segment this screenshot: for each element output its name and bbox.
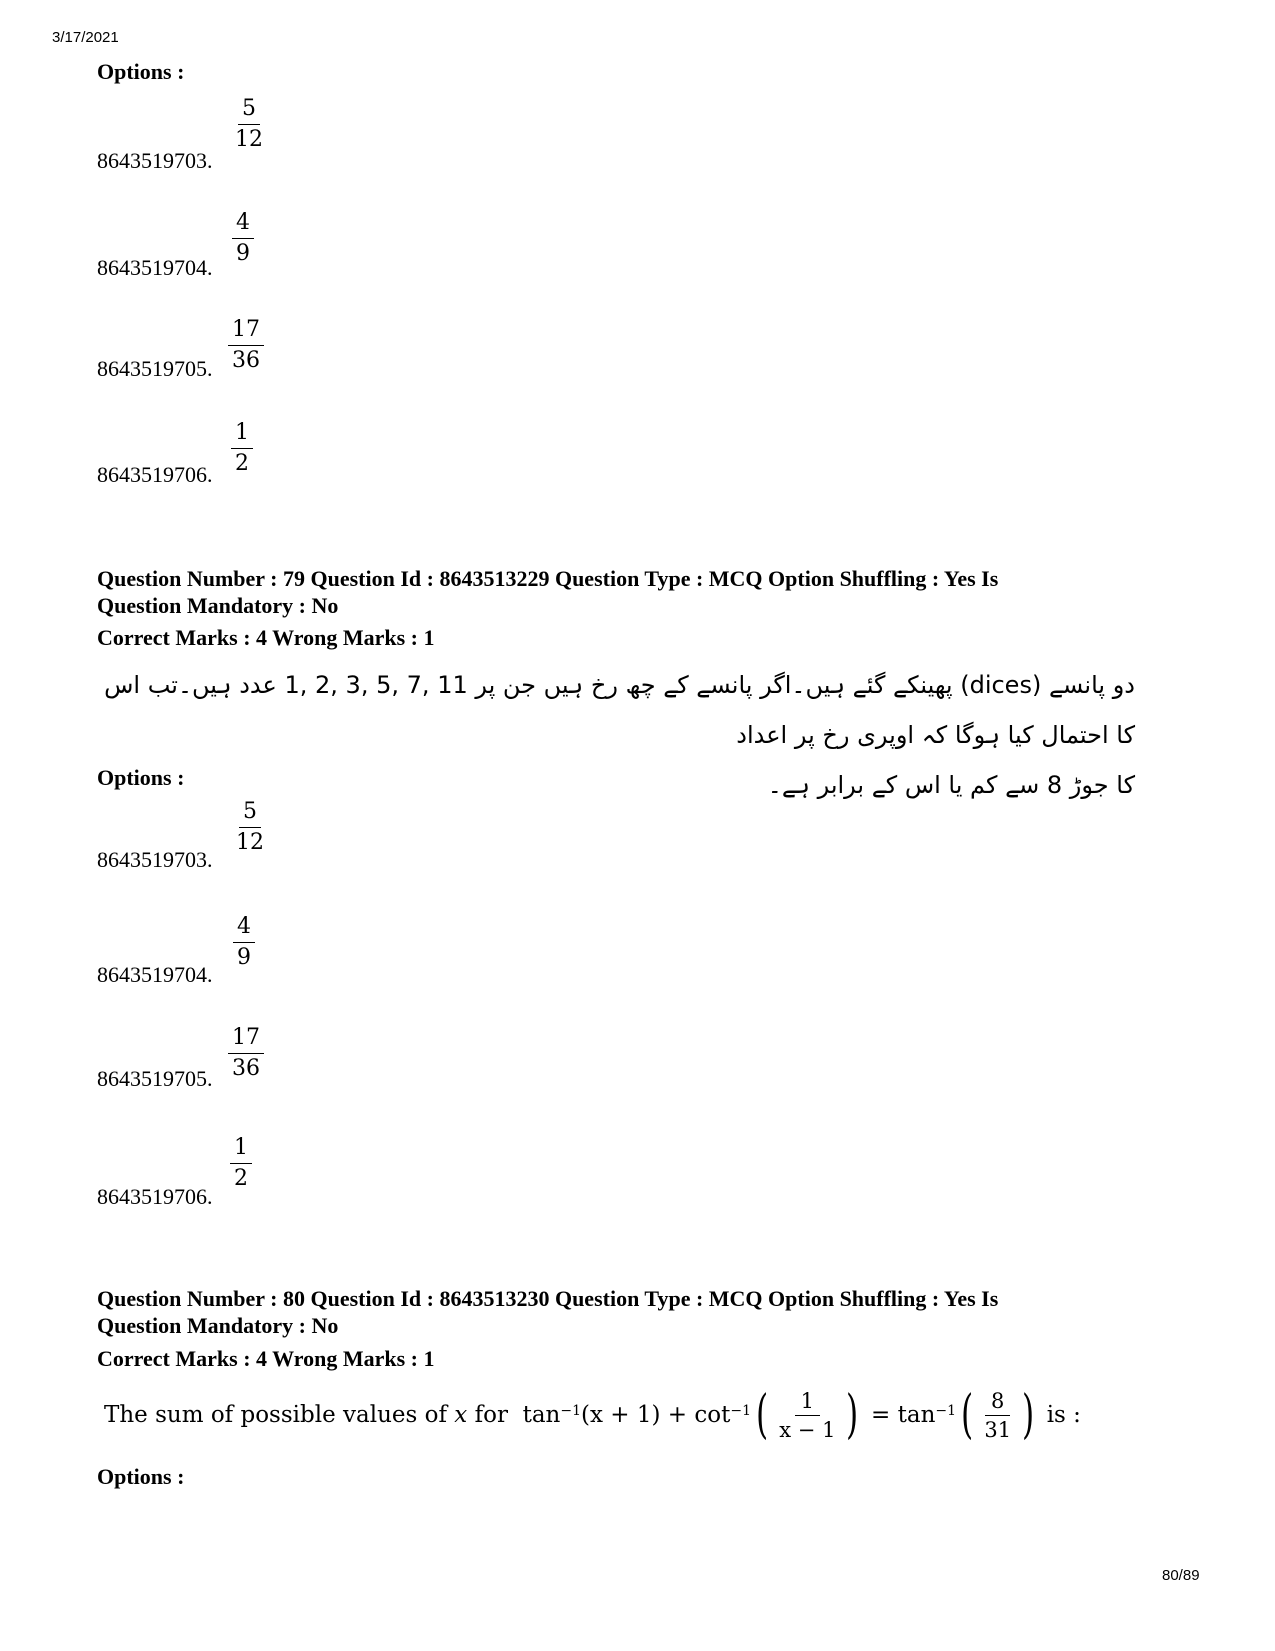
option-id: 8643519706. (97, 1184, 213, 1209)
fraction-denominator: 31 (984, 1417, 1012, 1442)
question-header-line: Question Number : 79 Question Id : 8643513229 Question Type : MCQ Option Shuffling : Yes Is (97, 566, 999, 591)
math-exponent: −1 (730, 1403, 751, 1419)
option-id: 8643519705. (97, 356, 213, 381)
math-variable: x (454, 1402, 468, 1428)
option-fraction (231, 418, 253, 479)
option-id: 8643519704. (97, 962, 213, 987)
option-fraction (228, 315, 264, 376)
math-fraction (773, 1387, 841, 1444)
fraction-numerator: 1 (795, 1387, 820, 1416)
question-text: is : (1046, 1402, 1081, 1428)
question-80-header (97, 1285, 1177, 1339)
print-date: 3/17/2021 (52, 29, 119, 46)
fraction-denominator: 12 (235, 127, 263, 152)
fraction-denominator: 12 (236, 830, 264, 855)
math-exponent: −1 (560, 1403, 581, 1419)
fraction-numerator: 1 (230, 1133, 252, 1164)
fraction-numerator: 1 (231, 418, 253, 449)
question-header-line: Question Mandatory : No (97, 593, 339, 618)
option-id: 8643519705. (97, 1066, 213, 1091)
question-79-header (97, 565, 1177, 619)
math-argument: (x + 1) (581, 1402, 661, 1428)
right-paren: ) (1022, 1385, 1035, 1445)
math-fraction (978, 1387, 1017, 1444)
options-heading: Options : (97, 1464, 185, 1489)
fraction-denominator: 9 (236, 241, 250, 266)
option-id: 8643519703. (97, 847, 213, 872)
math-function: tan (522, 1402, 561, 1428)
fraction-denominator: 9 (237, 945, 251, 970)
question-text-line: دو پانسے (dices) پھینکے گئے ہیں۔اگر پانسے کے چھ رخ ہیں جن پر 11 ,7 ,5 ,3 ,2 ,1 عدد ہیں۔تب اس کا احتمال کیا ہوگا کہ اوپری رخ پر اعداد (104, 671, 1135, 749)
option-fraction (232, 208, 254, 269)
option-id: 8643519706. (97, 462, 213, 487)
options-heading: Options : (97, 59, 185, 84)
question-text-line: کا جوڑ 8 سے کم یا اس کے برابر ہے۔ (767, 771, 1135, 799)
fraction-numerator: 17 (228, 1023, 264, 1054)
option-fraction (232, 797, 268, 858)
fraction-numerator: 8 (985, 1387, 1010, 1416)
page-number: 80/89 (1162, 1567, 1200, 1584)
question-header-line: Question Number : 80 Question Id : 8643513230 Question Type : MCQ Option Shuffling : Yes Is (97, 1286, 999, 1311)
fraction-numerator: 4 (232, 208, 254, 239)
question-79-marks: Correct Marks : 4 Wrong Marks : 1 (97, 625, 435, 650)
question-header-line: Question Mandatory : No (97, 1313, 339, 1338)
math-function: tan (897, 1402, 936, 1428)
left-paren: ( (756, 1385, 769, 1445)
fraction-denominator: 36 (232, 1056, 260, 1081)
question-80-marks: Correct Marks : 4 Wrong Marks : 1 (97, 1346, 435, 1371)
option-id: 8643519703. (97, 148, 213, 173)
fraction-denominator: 2 (235, 451, 249, 476)
fraction-numerator: 5 (239, 797, 261, 828)
option-id: 8643519704. (97, 255, 213, 280)
question-text: The sum of possible values of (104, 1402, 447, 1428)
options-heading: Options : (97, 765, 185, 790)
fraction-denominator: x − 1 (779, 1417, 836, 1442)
math-operator: = (871, 1402, 891, 1428)
fraction-numerator: 4 (233, 912, 255, 943)
fraction-numerator: 17 (228, 315, 264, 346)
option-fraction (233, 912, 255, 973)
option-fraction (228, 1023, 264, 1084)
math-operator: + (667, 1402, 688, 1428)
question-text: for (474, 1402, 508, 1428)
question-79-text (95, 660, 1135, 810)
option-fraction (230, 1133, 252, 1194)
question-80-text (104, 1380, 1081, 1450)
fraction-denominator: 2 (234, 1166, 248, 1191)
fraction-numerator: 5 (238, 94, 260, 125)
left-paren: ( (961, 1385, 974, 1445)
fraction-denominator: 36 (232, 348, 260, 373)
right-paren: ) (846, 1385, 859, 1445)
math-exponent: −1 (935, 1403, 957, 1419)
option-fraction (231, 94, 267, 155)
math-function: cot (694, 1402, 731, 1428)
